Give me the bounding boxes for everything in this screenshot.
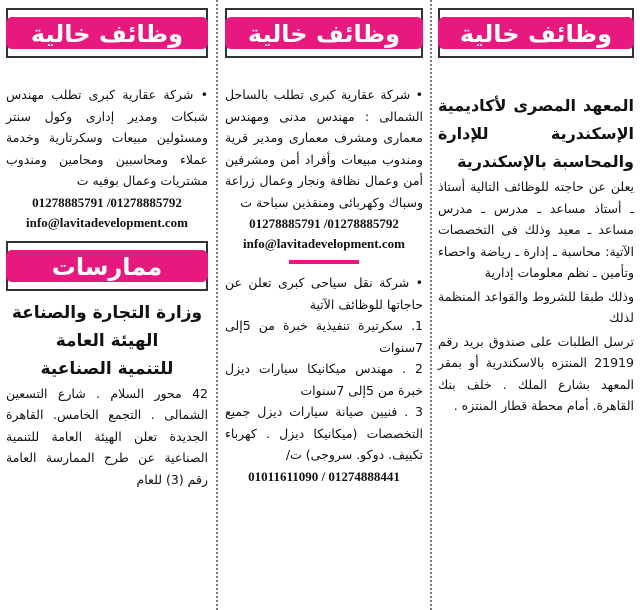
institute-body-conditions: وذلك طبقا للشروط والقواعد المنظمة لذلك bbox=[438, 288, 634, 325]
jobs-banner-right bbox=[438, 8, 634, 58]
banner-title: ممارسات bbox=[51, 252, 163, 281]
transport-ad-item-2: 2 . مهندس ميكانيكا سيارات ديزل خبرة من 5إلى 7سنوات bbox=[225, 361, 423, 398]
real-estate-email-left: info@lavitadevelopment.com bbox=[26, 214, 188, 230]
authority-subtitle: للتنمية الصناعية bbox=[40, 358, 174, 379]
real-estate-ad-left: • شركة عقارية كبرى تطلب مهندس شبكات ومدير إدارى وكول سنتر ومسئولين مبيعات وسكرتارية وخدمة عملاء ومحاسبين ومحامين ومندوب مشتريات وعمال بوفيه ت bbox=[6, 87, 208, 188]
jobs-banner-middle bbox=[225, 8, 423, 58]
institute-title: المعهد المصرى لأكاديمية الإسكندرية للإدارة والمحاسبة بالإسكندرية bbox=[438, 96, 634, 171]
institute-body: يعلن عن حاجته للوظائف التالية أستاذ ـ أستاذ مساعد ـ مدرس ـ مدرس مساعد ـ معيد وذلك فى التخصصات الآتية: محاسبة ـ إدارة ـ رياضة واحصاء وتأمين ـ نظم معلومات إدارية bbox=[438, 179, 634, 280]
authority-title: الهيئة العامة bbox=[55, 330, 159, 351]
jobs-banner-left bbox=[6, 8, 208, 58]
transport-phones: 01011611090 / 01274888441 bbox=[248, 468, 400, 484]
ministry-title: وزارة التجارة والصناعة bbox=[11, 302, 203, 323]
banner-title: وظائف خالية bbox=[459, 20, 613, 48]
right-column bbox=[432, 0, 640, 610]
transport-ad-item-1: 1. سكرتيرة تنفيذية خبرة من 5إلى 7سنوات bbox=[225, 318, 423, 355]
real-estate-ad: • شركة عقارية كبرى تطلب بالساحل الشمالى : مهندس مدنى ومهندس معمارى ومشرف معمارى ومدير قرية ومندوب مبيعات وأفراد أمن ومشرفين أمن وعمال نظافة ونجار وعمال زراعة وسباك وكهربائى ومنقذين سباحة ت bbox=[225, 87, 423, 210]
banner-title: وظائف خالية bbox=[247, 20, 401, 48]
left-column bbox=[0, 0, 214, 610]
banner-title: وظائف خالية bbox=[30, 20, 184, 48]
transport-ad-item-3: 3 . فنيين صيانة سيارات ديزل جميع التخصصات (ميكانيكا ديزل . كهرباء تكييف. دوكو. سروجى) ت/ bbox=[225, 404, 423, 462]
tender-body: 42 محور السلام . شارع التسعين الشمالى . التجمع الخامس. القاهرة الجديدة تعلن الهيئة العامة للتنمية الصناعية عن طرح الممارسة العامة رقم (3) للعام bbox=[6, 385, 208, 487]
column-divider bbox=[430, 0, 432, 610]
institute-body-submission: ترسل الطلبات على صندوق بريد رقم 21919 المنتزه بالاسكندرية أو بمقر المعهد بشارع الملك . خلف بنك القاهرة. أمام محطة قطار المنتزه . bbox=[438, 333, 634, 413]
real-estate-phones-left: 01278885791 /01278885792 bbox=[32, 194, 182, 210]
middle-column bbox=[219, 0, 429, 610]
transport-ad-intro: • شركة نقل سياحى كبرى تعلن عن حاجاتها للوظائف الآتية bbox=[225, 275, 423, 312]
real-estate-phones: 01278885791 /01278885792 bbox=[249, 216, 399, 231]
tenders-banner bbox=[6, 241, 208, 291]
real-estate-email: info@lavitadevelopment.com bbox=[243, 236, 405, 251]
column-divider bbox=[216, 0, 218, 610]
ad-separator bbox=[289, 260, 359, 264]
